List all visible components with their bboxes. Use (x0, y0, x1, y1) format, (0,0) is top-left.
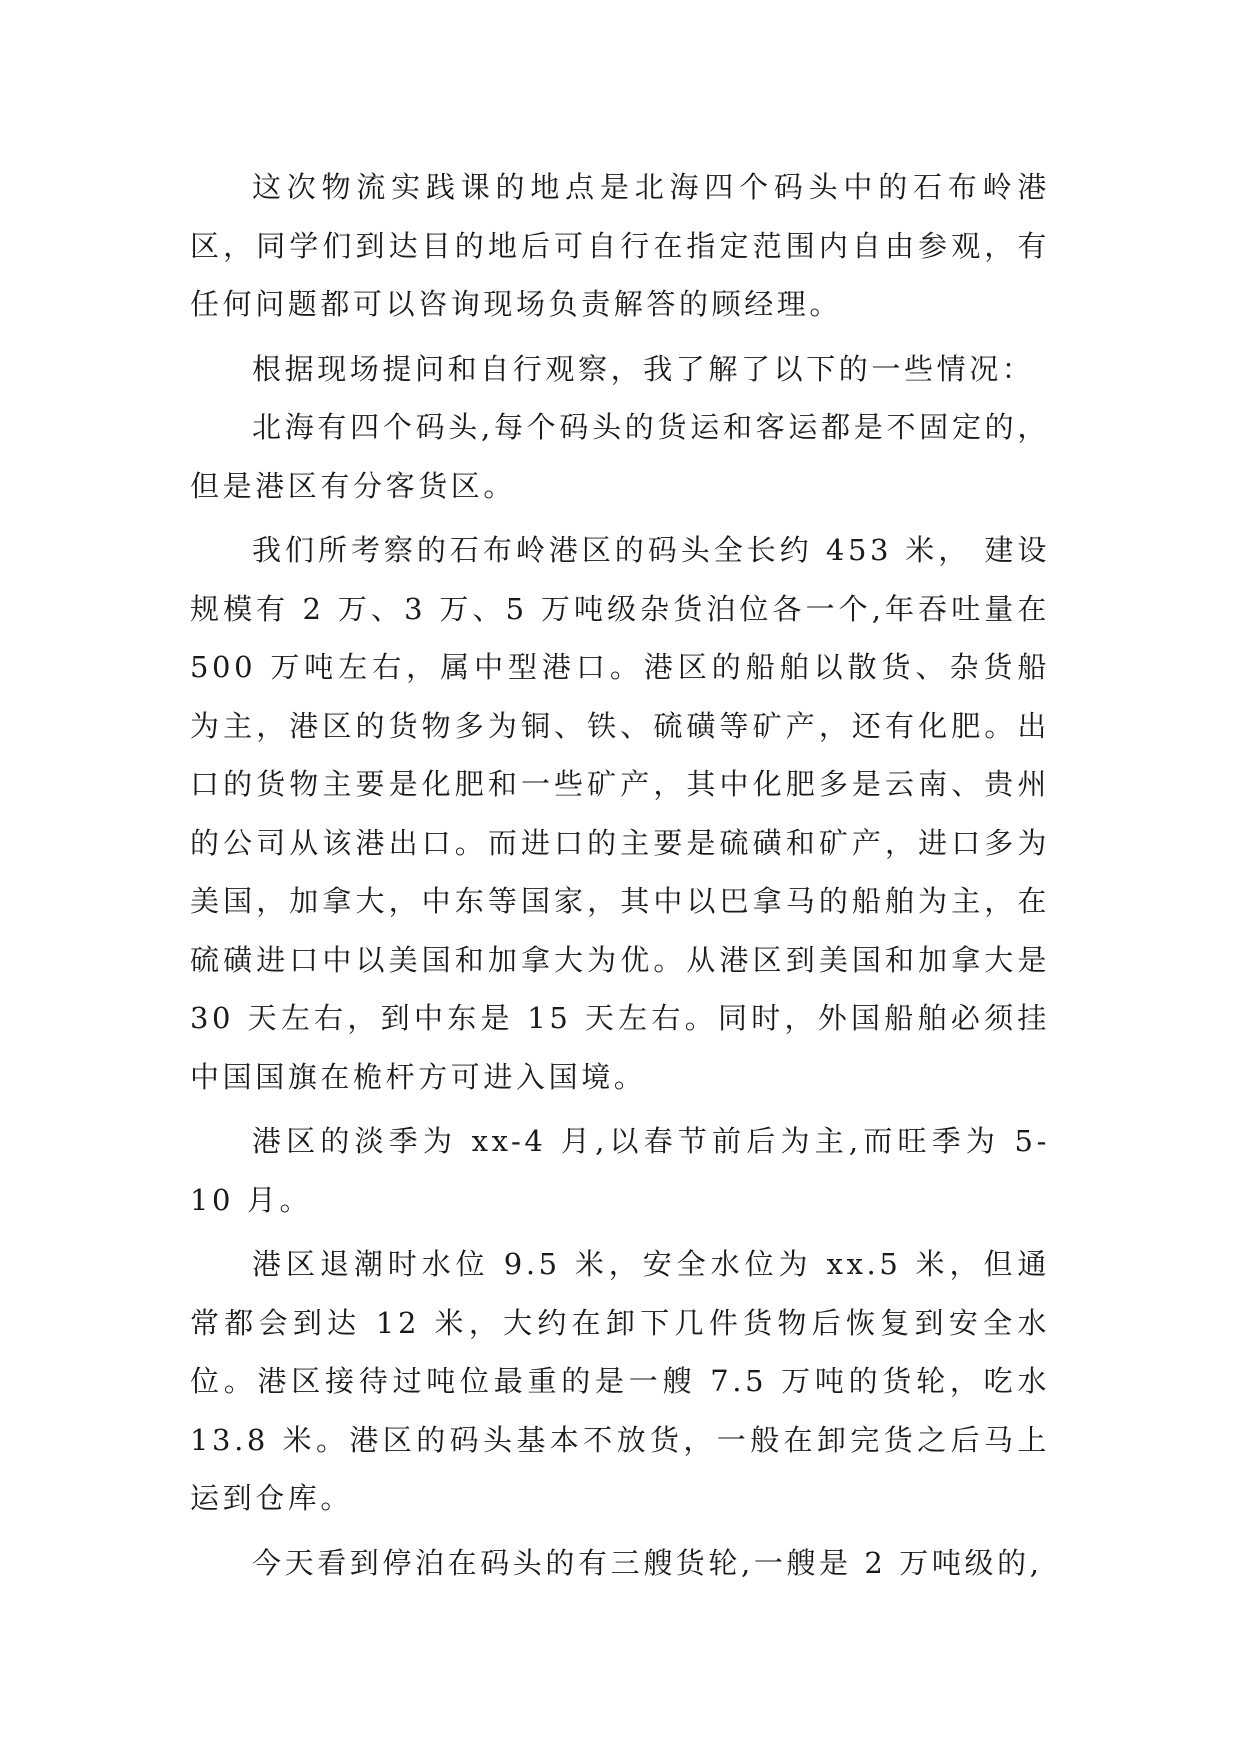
paragraph-seasons: 港区的淡季为 xx-4 月,以春节前后为主,而旺季为 5-10 月。 (190, 1124, 1050, 1217)
paragraph-site-intro: 这次物流实践课的地点是北海四个码头中的石布岭港区，同学们到达目的地后可自行在指定范围内自由参观，有任何问题都可以咨询现场负责解答的顾经理。 (190, 170, 1050, 321)
paragraph-observation-lead: 根据现场提问和自行观察，我了解了以下的一些情况： (252, 351, 1035, 386)
document-body (190, 158, 1050, 1592)
paragraph-water-level: 港区退潮时水位 9.5 米，安全水位为 xx.5 米，但通常都会到达 12 米，大约在卸下几件货物后恢复到安全水位。港区接待过吨位最重的是一艘 7.5 万吨的货轮，吃水 13.8 米。港区的码头基本不放货，一般在卸完货之后马上运到仓库。 (190, 1247, 1050, 1515)
paragraph-port-details: 我们所考察的石布岭港区的码头全长约 453 米， 建设规模有 2 万、3 万、5 万吨级杂货泊位各一个,年吞吐量在 500 万吨左右，属中型港口。港区的船舶以散货、杂货船为主，港区的货物多为铜、铁、硫磺等矿产，还有化肥。出口的货物主要是化肥和一些矿产，其中化肥多是云南、贵州的公司从该港出口。而进口的主要是硫磺和矿产，进口多为美国，加拿大，中东等国家，其中以巴拿马的船舶为主，在硫磺进口中以美国和加拿大为优。从港区到美国和加拿大是 30 天左右，到中东是 15 天左右。同时，外国船舶必须挂中国国旗在桅杆方可进入国境。 (190, 533, 1050, 1094)
paragraph-four-docks: 北海有四个码头,每个码头的货运和客运都是不固定的，但是港区有分客货区。 (190, 410, 1050, 503)
paragraph-ships-today: 今天看到停泊在码头的有三艘货轮,一艘是 2 万吨级的, (252, 1545, 1043, 1580)
